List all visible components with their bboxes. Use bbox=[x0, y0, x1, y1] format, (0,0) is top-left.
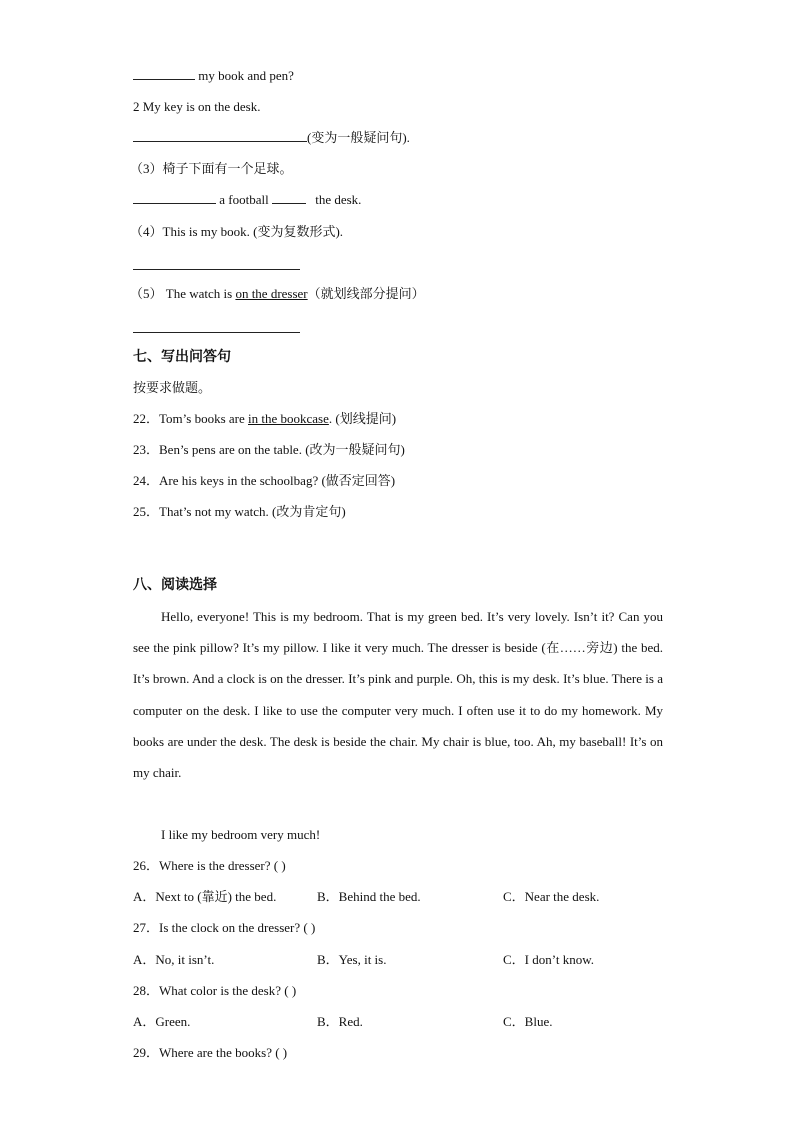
q2-prompt: 2 My key is on the desk. bbox=[133, 99, 261, 114]
q3-fill-a: a football bbox=[219, 192, 269, 207]
q2-note: (变为一般疑问句). bbox=[307, 130, 410, 145]
q28-option-c[interactable]: C．Blue. bbox=[503, 1014, 553, 1029]
section8-heading: 八、阅读选择 bbox=[133, 577, 217, 593]
answer-blank[interactable] bbox=[133, 129, 307, 142]
q22 bbox=[133, 410, 396, 428]
section7-instruction: 按要求做题。 bbox=[133, 380, 212, 395]
q28-option-b[interactable]: B．Red. bbox=[317, 1014, 363, 1029]
q27-option-a[interactable]: A．No, it isn’t. bbox=[133, 952, 215, 967]
q29: 29．Where are the books? ( ) bbox=[133, 1045, 288, 1060]
q27-option-c[interactable]: C．I don’t know. bbox=[503, 952, 595, 967]
q26-option-c[interactable]: C．Near the desk. bbox=[503, 889, 600, 904]
answer-blank[interactable] bbox=[272, 191, 306, 204]
q5-note: （就划线部分提问） bbox=[307, 286, 425, 301]
answer-blank[interactable] bbox=[133, 191, 216, 204]
q26-option-a[interactable]: A．Next to (靠近) the bed. bbox=[133, 889, 277, 904]
q2-answer-line bbox=[133, 129, 410, 147]
q28-option-a[interactable]: A．Green. bbox=[133, 1014, 191, 1029]
q26: 26．Where is the dresser? ( ) bbox=[133, 858, 286, 873]
q22-note: . (划线提问) bbox=[328, 411, 397, 426]
q5-text: （5） The watch is bbox=[130, 286, 236, 301]
q3-answer-line bbox=[133, 191, 361, 209]
q22-text: 22．Tom’s books are bbox=[133, 411, 248, 426]
q24: 24．Are his keys in the schoolbag? (做否定回答) bbox=[133, 473, 396, 488]
q27: 27．Is the clock on the dresser? ( ) bbox=[133, 920, 316, 935]
q27-option-b[interactable]: B．Yes, it is. bbox=[317, 952, 387, 967]
q22-underlined: in the bookcase bbox=[248, 411, 329, 426]
q5-underlined: on the dresser bbox=[235, 286, 308, 301]
section7-heading: 七、写出问答句 bbox=[133, 349, 231, 365]
reading-passage bbox=[133, 601, 663, 788]
passage-closing: I like my bedroom very much! bbox=[161, 827, 321, 842]
q3-fill-b: the desk. bbox=[315, 192, 362, 207]
q1-line bbox=[133, 67, 294, 85]
q5-prompt bbox=[130, 285, 425, 303]
q4-answer-line[interactable] bbox=[133, 269, 300, 270]
q26-option-b[interactable]: B．Behind the bed. bbox=[317, 889, 421, 904]
q1-text: my book and pen? bbox=[198, 68, 294, 83]
q28: 28．What color is the desk? ( ) bbox=[133, 983, 297, 998]
q25: 25．That’s not my watch. (改为肯定句) bbox=[133, 504, 346, 519]
q4-prompt: （4）This is my book. (变为复数形式). bbox=[130, 224, 344, 239]
q23: 23．Ben’s pens are on the table. (改为一般疑问句) bbox=[133, 442, 405, 457]
passage-text: Hello, everyone! This is my bedroom. That is my green bed. It’s very lovely. Isn’t it? Can you see the pink pillow? It’s my pillow. I like it very much. The dresser is beside (在……旁边) the bed. It’s brown. And a clock is on the dresser. It’s pink and purple. Oh, this is my desk. It’s blue. There is a computer on the desk. I like to use the computer very much. I often use it to do my homework. My books are under the desk. The desk is beside the chair. My chair is blue, too. Ah, my baseball! It’s on my chair. bbox=[133, 609, 663, 781]
answer-blank[interactable] bbox=[133, 67, 195, 80]
q3-prompt: （3）椅子下面有一个足球。 bbox=[130, 161, 293, 176]
q5-answer-line[interactable] bbox=[133, 332, 300, 333]
